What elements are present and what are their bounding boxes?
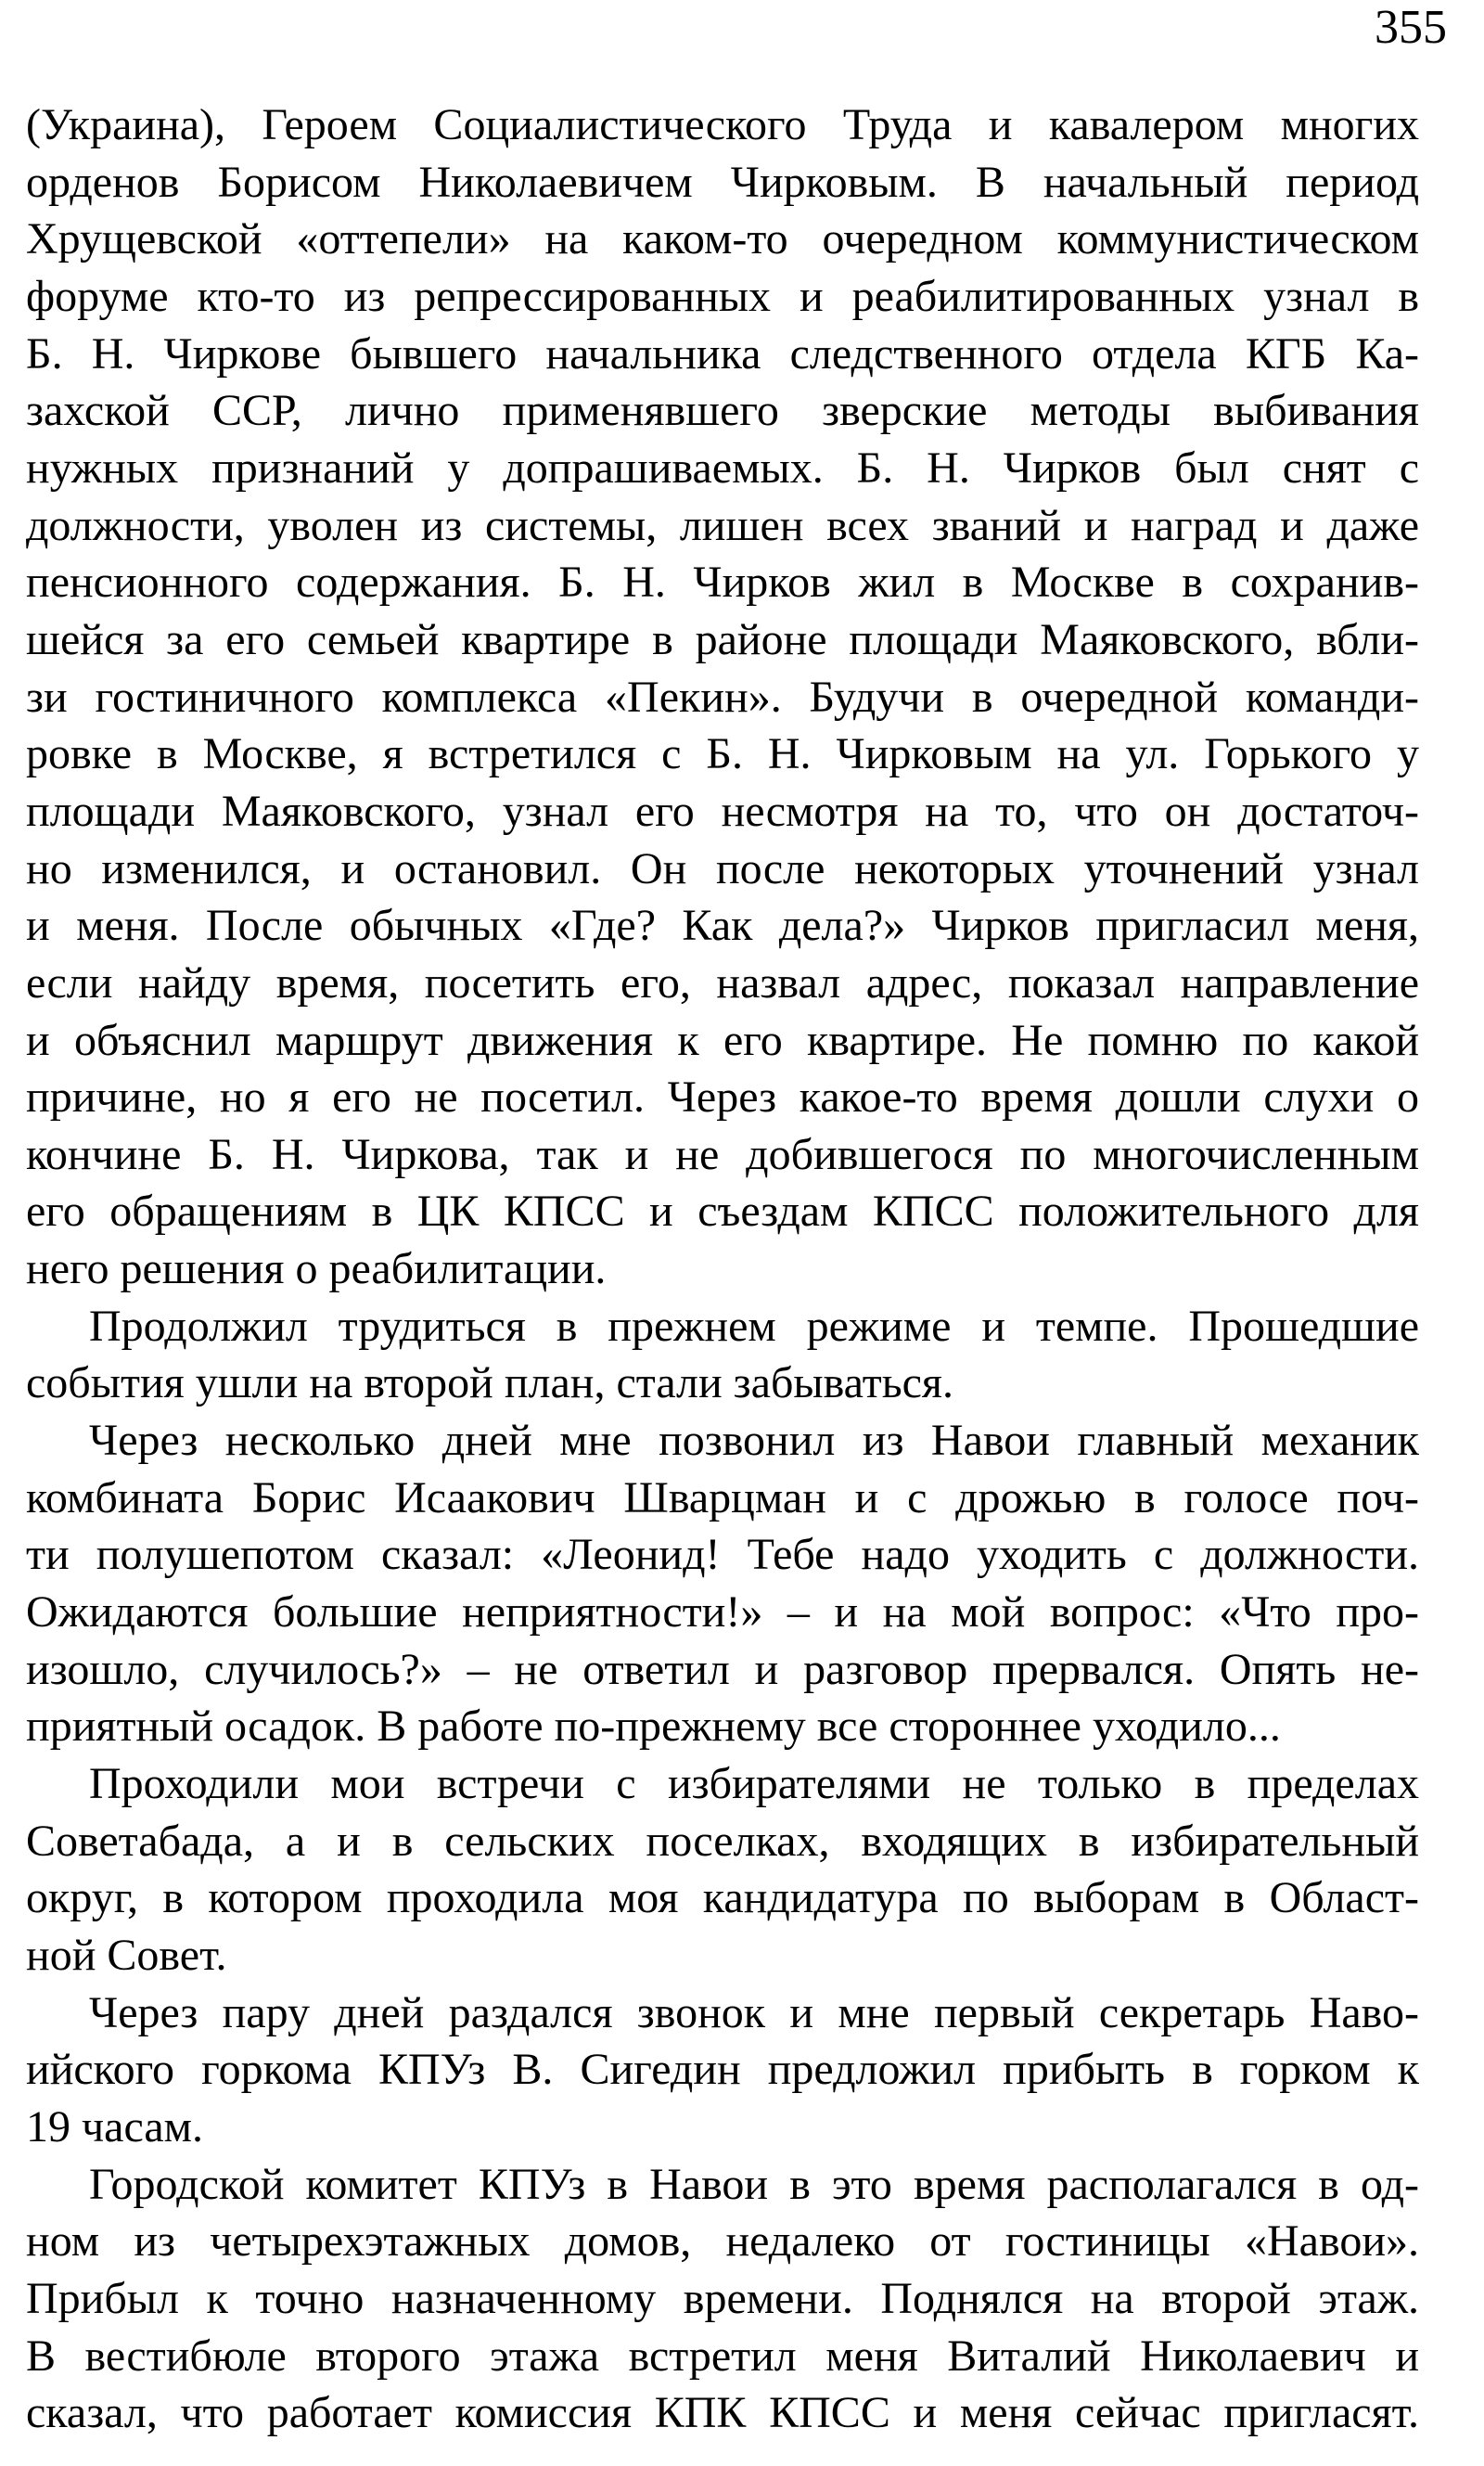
paragraph <box>26 2156 1419 2442</box>
text-line: кончине Б. Н. Чиркова, так и не добившегося по многочисленным <box>26 1129 1419 1179</box>
paragraph <box>26 1298 1419 1412</box>
text-line: Продолжил трудиться в прежнем режиме и темпе. Прошедшие <box>89 1301 1419 1351</box>
text-line: причине, но я его не посетил. Через какое-то время дошли слухи о <box>26 1072 1419 1123</box>
text-line: Через пару дней раздался звонок и мне первый секретарь Наво- <box>89 1987 1419 2037</box>
text-line: Городской комитет КПУз в Навои в это время располагался в од- <box>89 2159 1419 2209</box>
text-line: его обращениям в ЦК КПСС и съездам КПСС положительного для <box>26 1187 1419 1237</box>
text-line: Советабада, а и в сельских поселках, входящих в избирательный <box>26 1816 1419 1866</box>
text-line: и объяснил маршрут движения к его квартире. Не помню по какой <box>26 1015 1419 1065</box>
paragraph <box>26 1755 1419 1984</box>
text-line: ной Совет. <box>26 1931 227 1980</box>
text-line: него решения о реабилитации. <box>26 1244 607 1294</box>
text-line: комбината Борис Исаакович Шварцман и с дрожью в голосе поч- <box>26 1472 1419 1522</box>
page-number: 355 <box>1375 1 1447 54</box>
text-line: Б. Н. Чиркове бывшего начальника следственного отдела КГБ Ка- <box>26 328 1419 379</box>
text-line: Прибыл к точно назначенному времени. Поднялся на второй этаж. <box>26 2273 1419 2323</box>
text-line: сказал, что работает комиссия КПК КПСС и меня сейчас пригласят. <box>26 2388 1419 2438</box>
text-line: зи гостиничного комплекса «Пекин». Будучи в очередной команди- <box>26 672 1419 722</box>
text-line: нужных признаний у допрашиваемых. Б. Н. Чирков был снят с <box>26 443 1419 493</box>
text-line: изошло, случилось?» – не ответил и разговор прервался. Опять не- <box>26 1644 1419 1694</box>
text-line: но изменился, и остановил. Он после некоторых уточнений узнал <box>26 843 1419 893</box>
text-line: Ожидаются большие неприятности!» – и на мой вопрос: «Что про- <box>26 1587 1419 1638</box>
text-line: форуме кто-то из репрессированных и реабилитированных узнал в <box>26 271 1419 321</box>
text-line: ти полушепотом сказал: «Леонид! Тебе надо уходить с должности. <box>26 1530 1419 1580</box>
text-line: если найду время, посетить его, назвал адрес, показал направление <box>26 957 1419 1008</box>
text-line: должности, уволен из системы, лишен всех званий и наград и даже <box>26 500 1419 550</box>
text-line: ном из четырехэтажных домов, недалеко от гостиницы «Навои». <box>26 2216 1419 2267</box>
text-line: события ушли на второй план, стали забываться. <box>26 1358 953 1408</box>
text-line: и меня. После обычных «Где? Как дела?» Чирков пригласил меня, <box>26 901 1419 951</box>
text-line: Хрущевской «оттепели» на каком-то очередном коммунистическом <box>26 214 1419 264</box>
text-column <box>26 96 1419 2442</box>
text-line: захской ССР, лично применявшего зверские методы выбивания <box>26 386 1419 436</box>
text-line: Проходили мои встречи с избирателями не только в пределах <box>89 1759 1419 1809</box>
text-line: округ, в котором проходила моя кандидатура по выборам в Област- <box>26 1873 1419 1923</box>
text-line: В вестибюле второго этажа встретил меня Виталий Николаевич и <box>26 2331 1419 2381</box>
paragraph <box>26 96 1419 1298</box>
text-line: (Украина), Героем Социалистического Труда и кавалером многих <box>26 100 1419 149</box>
paragraph <box>26 1984 1419 2156</box>
text-line: площади Маяковского, узнал его несмотря на то, что он достаточ- <box>26 786 1419 836</box>
text-line: ровке в Москве, я встретился с Б. Н. Чирковым на ул. Горького у <box>26 729 1419 779</box>
text-line: ийского горкома КПУз В. Сигедин предложил прибыть в горком к <box>26 2045 1419 2095</box>
paragraph <box>26 1412 1419 1755</box>
text-line: приятный осадок. В работе по-прежнему все стороннее уходило... <box>26 1702 1281 1752</box>
text-line: Через несколько дней мне позвонил из Навои главный механик <box>89 1416 1419 1466</box>
text-line: пенсионного содержания. Б. Н. Чирков жил в Москве в сохранив- <box>26 558 1419 608</box>
text-line: 19 часам. <box>26 2101 204 2151</box>
text-line: орденов Борисом Николаевичем Чирковым. В начальный период <box>26 157 1419 207</box>
text-line: шейся за его семьей квартире в районе площади Маяковского, вбли- <box>26 614 1419 664</box>
